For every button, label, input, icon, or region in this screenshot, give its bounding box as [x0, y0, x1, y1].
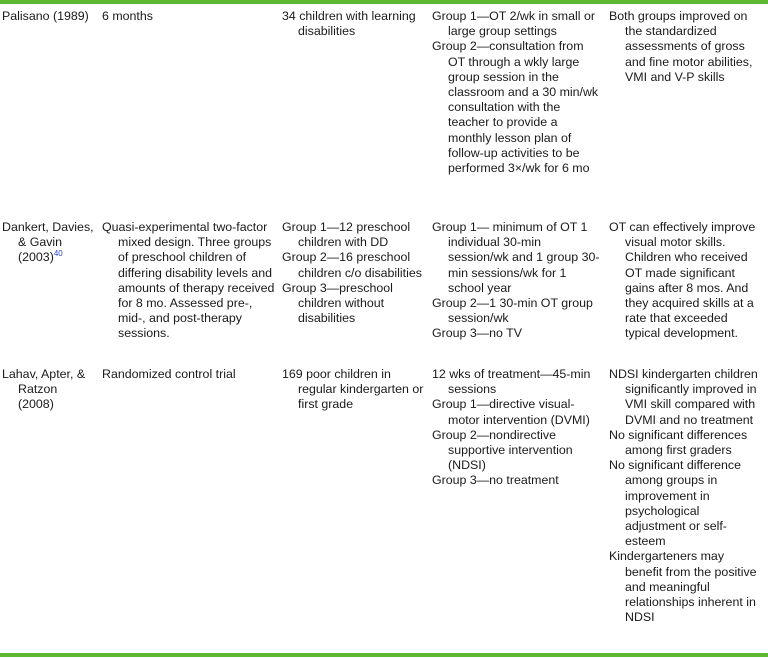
- intervention-text: 12 wks of treatment—45-min sessions: [432, 367, 591, 397]
- intervention-text: Group 2—nondirective supportive intervention (NDSI): [432, 427, 573, 473]
- participants-text: 169 poor children in regular kindergarten or first grade: [282, 367, 424, 412]
- table-row: [0, 9, 768, 220]
- duration-text: Randomized control trial: [102, 367, 236, 381]
- duration-text: Quasi-experimental two-factor mixed design. Three groups of preschool children of differing disability levels and amounts of therapy received for 8 mo. Assessed pre-, mid-, and post-therapy sessions.: [102, 220, 275, 341]
- author-text: Lahav, Apter, & Ratzon (2008): [2, 367, 86, 412]
- intervention-cell: [431, 367, 608, 625]
- participants-text: Group 3—preschool children without disabilities: [282, 280, 393, 326]
- duration-text: 6 months: [102, 9, 153, 23]
- duration-cell: [101, 367, 281, 625]
- outcomes-text: OT can effectively improve visual motor skills. Children who received OT made significant gains after 8 mos. And they acquired skills at a rate that exceeded typical development.: [609, 220, 756, 341]
- participants-text: Group 1—12 preschool children with DD: [282, 220, 411, 250]
- intervention-text: Group 3—no treatment: [432, 473, 559, 488]
- intervention-text: Group 2—consultation from OT through a wkly large group session in the classroom and a 30 min/wk consultation with the teacher to provide a monthly lesson plan of follow-up activities to be performed 3×/wk for 6 mo: [432, 39, 599, 176]
- participants-text: Group 2—16 preschool children c/o disabilities: [282, 250, 422, 280]
- intervention-text: Group 1—directive visual-motor intervention (DVMI): [432, 397, 590, 427]
- outcomes-text: NDSI kindergarten children significantly improved in VMI skill compared with DVMI and no treatment: [609, 367, 758, 427]
- participants-text: 34 children with learning disabilities: [282, 9, 416, 39]
- outcomes-text: No significant difference among groups in improvement in psychological adjustment or self-esteem: [609, 458, 742, 549]
- duration-cell: [101, 9, 281, 220]
- duration-cell: [101, 220, 281, 367]
- bottom-rule: [0, 653, 768, 657]
- intervention-cell: [431, 220, 608, 367]
- outcomes-text: No significant differences among first graders: [609, 427, 748, 458]
- outcomes-text: Both groups improved on the standardized assessments of gross and fine motor abilities, VMI and V-P skills: [609, 9, 753, 84]
- outcomes-cell: [608, 367, 768, 625]
- intervention-text: Group 3—no TV: [432, 326, 522, 341]
- reference-link[interactable]: 40: [53, 249, 63, 259]
- intervention-text: Group 1—OT 2/wk in small or large group settings: [432, 9, 595, 39]
- participants-cell: [281, 367, 431, 625]
- author-cell: [0, 9, 101, 220]
- intervention-cell: [431, 9, 608, 220]
- author-name: Dankert, Davies, & Gavin (2003): [2, 220, 94, 265]
- intervention-text: Group 1— minimum of OT 1 individual 30-min session/wk and 1 group 30-min sessions/wk for 1 school year: [432, 220, 600, 295]
- author-cell: [0, 220, 101, 367]
- study-table: [0, 9, 768, 625]
- table-row: [0, 367, 768, 625]
- participants-cell: [281, 220, 431, 367]
- top-rule: [0, 0, 768, 4]
- outcomes-cell: [608, 220, 768, 367]
- author-text: Palisano (1989): [2, 9, 89, 23]
- outcomes-text: Kindergarteners may benefit from the positive and meaningful relationships inherent in NDSI: [609, 549, 757, 625]
- author-cell: [0, 367, 101, 625]
- author-text: [2, 220, 95, 266]
- intervention-text: Group 2—1 30-min OT group session/wk: [432, 296, 593, 326]
- table-row: [0, 220, 768, 367]
- participants-cell: [281, 9, 431, 220]
- outcomes-cell: [608, 9, 768, 220]
